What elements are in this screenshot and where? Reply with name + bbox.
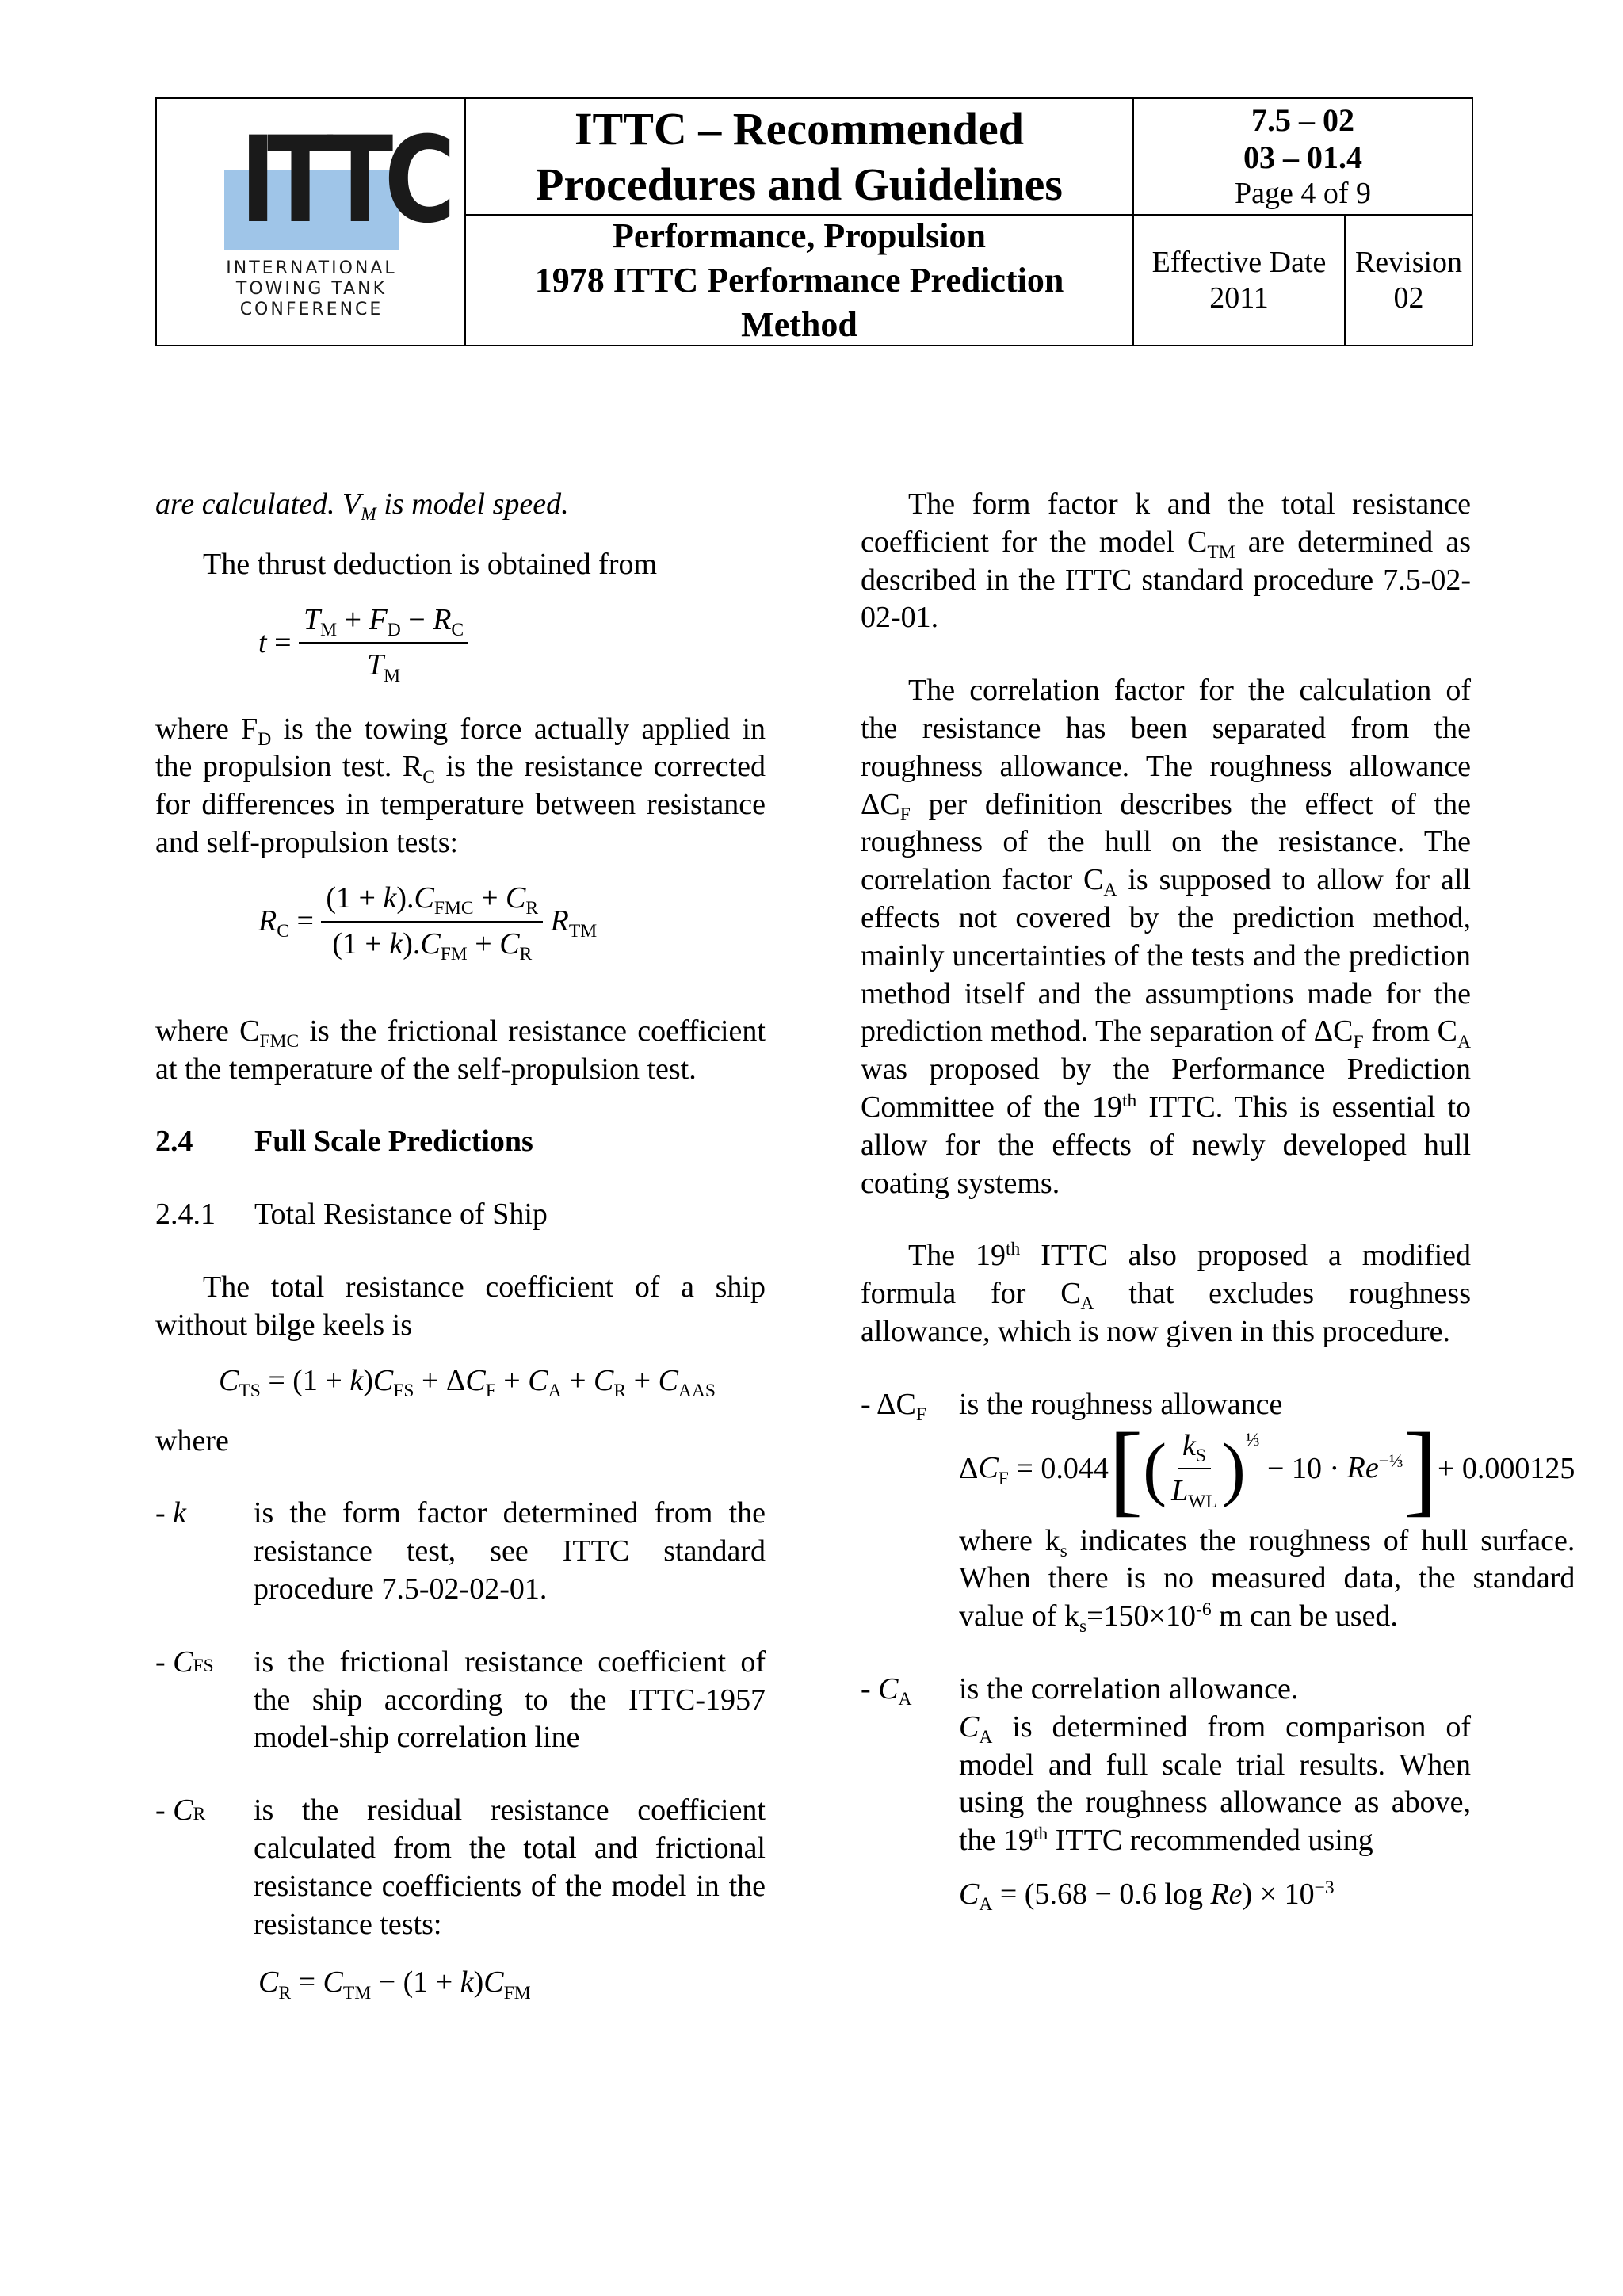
header-table xyxy=(155,97,1473,346)
logo-wordmark: ITTC xyxy=(239,112,447,250)
definition-ca: - $C_A$ is the correlation allowance. $C_A$ is determined from comparison of model and full scale trial results. When using the roughness allowance as above, the 19th ITTC recommended using $C_A = (5.68 - 0.6$ $\log Re) \times 10^{-3}$ xyxy=(861,1671,1471,1916)
right-column xyxy=(861,486,1575,1916)
paragraph-form-factor: The form factor k and the total resistance coefficient for the model $C_{TM}$ are determined as described in the ITTC standard procedure 7.5-02-02-01. xyxy=(861,487,1471,635)
paragraph-towing-force: where $F_D$ is the towing force actually applied in the propulsion test. $R_C$ is the resistance corrected for differences in temperature between resistance and self-propulsion tests: xyxy=(155,712,766,859)
section-heading-2-4: 2.4 Full Scale Predictions xyxy=(155,1125,533,1159)
residual-resistance-formula: $C_R = C_{TM} - (1 + k)C_{FM}$ xyxy=(258,1966,531,2004)
header-title: ITTC – Recommended Procedures and Guidelines xyxy=(536,102,1063,210)
subsection-heading-2-4-1: 2.4.1 Total Resistance of Ship xyxy=(155,1198,548,1232)
doc-number-line2: 03 – 01.4 xyxy=(1243,139,1362,175)
paragraph-cfmc: where $C_{FMC}$ is the frictional resistance coefficient at the temperature of the self-propulsion test. xyxy=(155,1014,766,1086)
effective-date-cell: Effective Date 2011 xyxy=(1151,245,1327,315)
corrected-resistance-formula: $R_C$ = $\frac{(1 + k).C_{FMC} + C_R}{(1 + k).C_{FM} + C_R}$ $R_{TM}$ xyxy=(258,881,598,965)
roughness-note: where $k_s$ indicates the roughness of hull surface. When there is no measured data, the standard value of $k_s=150\times 10^{-6}$ m can be used. xyxy=(959,1523,1575,1637)
paragraph-model-speed: are calculated. $V_M$ is model speed. xyxy=(155,487,569,525)
left-column xyxy=(155,486,766,2002)
roughness-allowance-formula: $\Delta C_F = 0.044$[( $\frac{k_S}{L_{WL}}$ )$^{\frac{1}{3}} - 10 \cdot Re^{-\frac{1}{3}}]+ 0.000125$ xyxy=(959,1412,1575,1526)
correlation-allowance-formula: $C_A = (5.68 - 0.6$ $\log Re) \times 10^{-3}$ xyxy=(959,1877,1335,1916)
paragraph-total-resistance: The total resistance coefficient of a ship without bilge keels is xyxy=(155,1270,766,1342)
definition-cfs: - CFS is the frictional resistance coefficient of the ship according to the ITTC-1957 model-ship correlation line xyxy=(155,1645,766,1755)
revision-cell: Revision 02 xyxy=(1354,245,1463,315)
definition-k: - k is the form factor determined from the resistance test, see ITTC standard procedure 7.5-02-02-01. xyxy=(155,1496,766,1606)
total-resistance-formula: $C_{TS} = (1 + k)C_{FS} + \Delta C_F + C_A + C_R + C_{AAS}$ xyxy=(219,1363,716,1401)
definition-delta-cf: - $\Delta C_F$ is the roughness allowance $\Delta C_F = 0.044$[( $\frac{k_S}{L_{WL}}$ )$^{\frac{1}{3}} - 10 \cdot Re^{-\frac{1}{3}}]+ 0.000125$ where $k_s$ indicates the roughness of hull surface. When there is no measured data, the standard value of $k_s=150\times 10^{-6}$ m can be used. xyxy=(861,1387,1575,1637)
definition-cr: - CR is the residual resistance coefficient calculated from the total and frictional resistance coefficients of the model in the resistance tests: xyxy=(155,1794,766,1941)
doc-number-cell xyxy=(1134,99,1472,214)
paragraph-modified-formula: The 19th ITTC also proposed a modified formula for $C_A$ that excludes roughness allowance, which is now given in this procedure. xyxy=(861,1239,1471,1348)
thrust-deduction-formula: t = $\frac{T_M + F_D - R_C}{T_M}$ xyxy=(258,602,766,689)
paragraph-correlation-factor: The correlation factor for the calculation of the resistance has been separated from the roughness allowance. The roughness allowance $\Delta C_F$ per definition describes the effect of the roughness of the hull on the resistance. The correlation factor $C_A$ is supposed to allow for all effects not covered by the prediction method, mainly uncertainties of the tests and the prediction method itself and the assumptions made for the prediction method. The separation of $\Delta C_F$ from $C_A$ was proposed by the Performance Prediction Committee of the 19th ITTC. This is essential to allow for the effects of newly developed hull coating systems. xyxy=(861,674,1471,1200)
where-label: where xyxy=(155,1423,229,1457)
paragraph-thrust-deduction: The thrust deduction is obtained from xyxy=(203,547,658,581)
header-subtitle: Performance, Propulsion 1978 ITTC Performance Prediction Method xyxy=(534,216,1064,344)
logo-caption: INTERNATIONAL TOWING TANK CONFERENCE xyxy=(226,258,397,319)
page-number: Page 4 of 9 xyxy=(1234,177,1372,210)
ittc-logo xyxy=(157,99,466,345)
doc-number-line1: 7.5 – 02 xyxy=(1251,102,1354,138)
